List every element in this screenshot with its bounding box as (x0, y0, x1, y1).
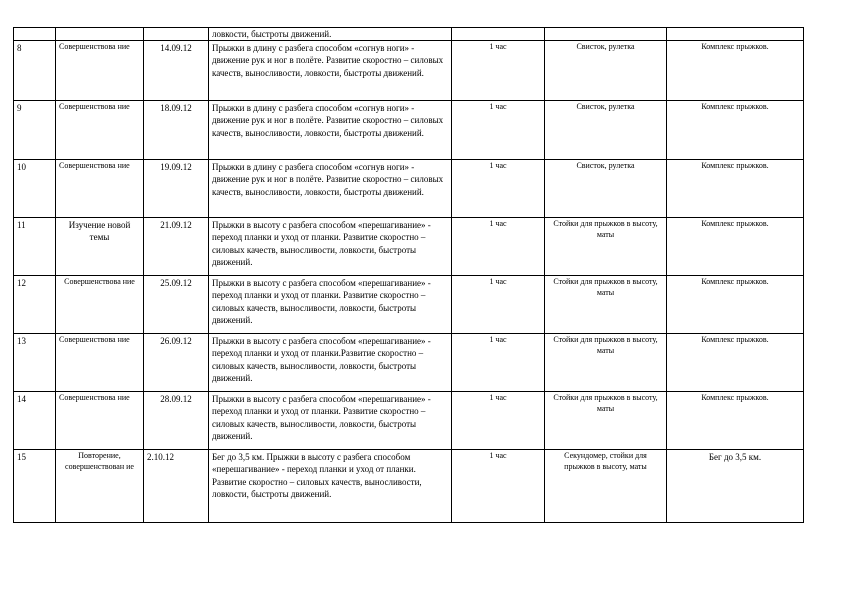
equipment-cell: Стойки для прыжков в высоту, маты (545, 334, 667, 392)
date-cell: 14.09.12 (144, 41, 209, 101)
content-cell: Прыжки в высоту с разбега способом «перешагивание» - переход планки и уход от планки. Развитие скоростно – силовых качеств, выносливости, ловкости, быстроты движений. (209, 392, 452, 450)
content-cell: Прыжки в высоту с разбега способом «перешагивание» - переход планки и уход от планки. Развитие скоростно – силовых качеств, выносливости, ловкости, быстроты движений. (209, 276, 452, 334)
table-row (14, 218, 804, 276)
date-cell: 2.10.12 (144, 450, 209, 523)
content-cell: ловкости, быстроты движений. (209, 28, 452, 41)
hours-cell: 1 час (452, 218, 545, 276)
equipment-cell: Стойки для прыжков в высоту, маты (545, 392, 667, 450)
homework-cell: Комплекс прыжков. (667, 101, 804, 160)
num-cell: 12 (14, 276, 56, 334)
type-cell: Совершенствова ние (56, 334, 144, 392)
num-cell: 15 (14, 450, 56, 523)
table-row (14, 160, 804, 218)
type-cell (56, 28, 144, 41)
equipment-cell: Стойки для прыжков в высоту, маты (545, 218, 667, 276)
homework-cell: Комплекс прыжков. (667, 218, 804, 276)
date-cell: 28.09.12 (144, 392, 209, 450)
date-cell: 25.09.12 (144, 276, 209, 334)
type-cell: Совершенствова ние (56, 160, 144, 218)
type-cell: Изучение новой темы (56, 218, 144, 276)
table-row (14, 450, 804, 523)
hours-cell: 1 час (452, 450, 545, 523)
hours-cell: 1 час (452, 276, 545, 334)
date-cell: 26.09.12 (144, 334, 209, 392)
table-row (14, 334, 804, 392)
hours-cell: 1 час (452, 41, 545, 101)
content-cell: Прыжки в длину с разбега способом «согнув ноги» - движение рук и ног в полёте. Развитие скоростно – силовых качеств, выносливости, ловкости, быстроты движений. (209, 160, 452, 218)
content-cell: Бег до 3,5 км. Прыжки в высоту с разбега способом «перешагивание» - переход планки и уход от планки. Развитие скоростно – силовых качеств, выносливости, ловкости, быстроты движений. (209, 450, 452, 523)
homework-cell: Комплекс прыжков. (667, 392, 804, 450)
hours-cell: 1 час (452, 334, 545, 392)
content-cell: Прыжки в высоту с разбега способом «перешагивание» - переход планки и уход от планки.Развитие скоростно – силовых качеств, выносливости, ловкости, быстроты движений. (209, 334, 452, 392)
content-cell: Прыжки в высоту с разбега способом «перешагивание» - переход планки и уход от планки. Развитие скоростно – силовых качеств, выносливости, ловкости, быстроты движений. (209, 218, 452, 276)
num-cell: 13 (14, 334, 56, 392)
table-row (14, 101, 804, 160)
equipment-cell (545, 28, 667, 41)
content-cell: Прыжки в длину с разбега способом «согнув ноги» - движение рук и ног в полёте. Развитие скоростно – силовых качеств, выносливости, ловкости, быстроты движений. (209, 101, 452, 160)
num-cell (14, 28, 56, 41)
lesson-plan-table (13, 27, 804, 523)
type-cell: Повторение, совершенствован ие (56, 450, 144, 523)
type-cell: Совершенствова ние (56, 101, 144, 160)
type-cell: Совершенствова ние (56, 392, 144, 450)
num-cell: 9 (14, 101, 56, 160)
date-cell (144, 28, 209, 41)
num-cell: 10 (14, 160, 56, 218)
equipment-cell: Свисток, рулетка (545, 160, 667, 218)
hours-cell: 1 час (452, 392, 545, 450)
hours-cell (452, 28, 545, 41)
table-row (14, 276, 804, 334)
hours-cell: 1 час (452, 160, 545, 218)
homework-cell (667, 28, 804, 41)
hours-cell: 1 час (452, 101, 545, 160)
homework-cell: Комплекс прыжков. (667, 334, 804, 392)
table-row (14, 41, 804, 101)
table-row (14, 392, 804, 450)
homework-cell: Комплекс прыжков. (667, 41, 804, 101)
type-cell: Совершенствова ние (56, 41, 144, 101)
table-row (14, 28, 804, 41)
num-cell: 11 (14, 218, 56, 276)
equipment-cell: Свисток, рулетка (545, 41, 667, 101)
content-cell: Прыжки в длину с разбега способом «согнув ноги» - движение рук и ног в полёте. Развитие скоростно – силовых качеств, выносливости, ловкости, быстроты движений. (209, 41, 452, 101)
date-cell: 19.09.12 (144, 160, 209, 218)
equipment-cell: Стойки для прыжков в высоту, маты (545, 276, 667, 334)
num-cell: 8 (14, 41, 56, 101)
date-cell: 21.09.12 (144, 218, 209, 276)
num-cell: 14 (14, 392, 56, 450)
equipment-cell: Секундомер, стойки для прыжков в высоту, маты (545, 450, 667, 523)
equipment-cell: Свисток, рулетка (545, 101, 667, 160)
homework-cell: Комплекс прыжков. (667, 276, 804, 334)
homework-cell: Комплекс прыжков. (667, 160, 804, 218)
date-cell: 18.09.12 (144, 101, 209, 160)
type-cell: Совершенствова ние (56, 276, 144, 334)
homework-cell: Бег до 3,5 км. (667, 450, 804, 523)
